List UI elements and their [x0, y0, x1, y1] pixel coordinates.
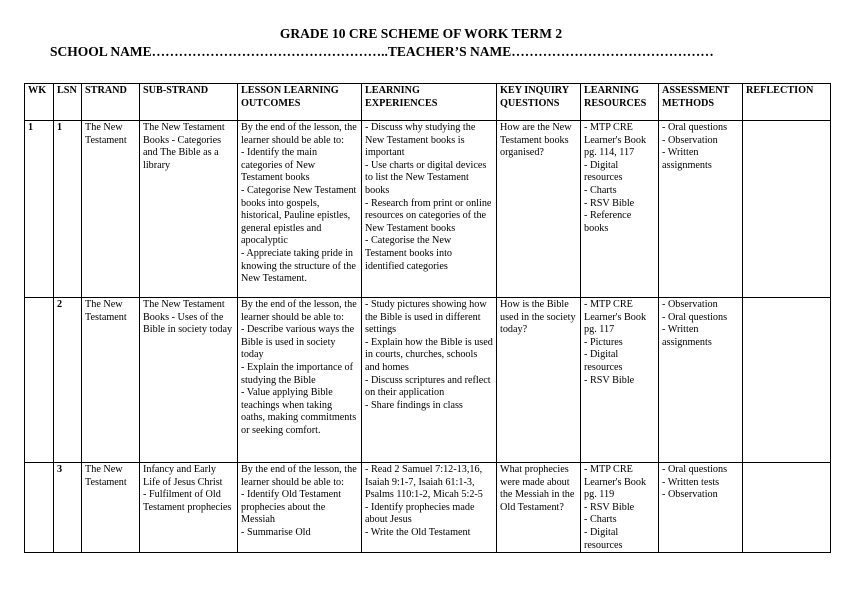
table-row [25, 298, 831, 463]
document-title: GRADE 10 CRE SCHEME OF WORK TERM 2 [279, 26, 563, 41]
cell-line: - Discuss why studying the New Testament books is important [365, 122, 476, 159]
cell-line: - Oral questions [662, 122, 728, 133]
cell-line: - RSV Bible [584, 374, 635, 386]
cell-assessment [659, 463, 743, 553]
cell-line: - Use charts or digital devices to list the New Testament books [365, 159, 487, 196]
cell-lsn: 2 [54, 298, 82, 463]
cell-line: - RSV Bible [584, 197, 635, 209]
column-header-strand: STRAND [82, 84, 140, 121]
scheme-of-work-table [24, 83, 831, 553]
cell-line: - Summarise Old [241, 526, 311, 538]
cell-outcomes [238, 121, 362, 298]
cell-resources [581, 121, 659, 298]
cell-wk [25, 463, 54, 553]
cell-outcomes [238, 298, 362, 463]
cell-line: - Observation [662, 299, 718, 310]
cell-line: - MTP CRE Learner's Book pg. 117 [584, 299, 647, 336]
cell-sub-strand: The New Testament Books - Categories and The Bible as a library [140, 121, 238, 298]
cell-resources [581, 298, 659, 463]
column-header-lsn: LSN [54, 84, 82, 121]
column-header-reflection: REFLECTION [743, 84, 831, 121]
cell-line: - Categorise New Testament books into gospels, historical, Pauline epistles, general epistles and apocalyptic [241, 184, 357, 247]
cell-line: - Discuss scriptures and reflect on their application [365, 374, 491, 399]
cell-line: - Identify Old Testament prophecies about the Messiah [241, 489, 342, 526]
cell-line: - Write the Old Testament [365, 526, 471, 538]
cell-line: - Observation [662, 134, 718, 146]
cell-wk [25, 298, 54, 463]
column-header-resources: LEARNING RESOURCES [581, 84, 659, 121]
cell-resources [581, 463, 659, 553]
cell-line: - MTP CRE Learner's Book pg. 114, 117 [584, 122, 647, 159]
cell-line: - Written tests [662, 476, 720, 488]
cell-line: - Written assignments [662, 147, 712, 171]
cell-line: - MTP CRE Learner's Book pg. 119 [584, 464, 647, 501]
cell-line: - Pictures [584, 336, 623, 348]
cell-line: - Written assignments [662, 324, 712, 348]
table-row [25, 463, 831, 553]
cell-line: - Research from print or online resources on categories of the New Testament books [365, 197, 492, 234]
column-header-assessment: ASSESSMENT METHODS [659, 84, 743, 121]
cell-line: - Fulfilment of Old Testament prophecies [143, 489, 232, 513]
column-header-outcomes: LESSON LEARNING OUTCOMES [238, 84, 362, 121]
cell-line: - Share findings in class [365, 399, 463, 411]
cell-experiences [362, 121, 497, 298]
cell-line: - Read 2 Samuel 7:12-13,16, Isaiah 9:1-7, Isaiah 61:1-3, Psalms 110:1-2, Micah 5:2-5 [365, 464, 483, 501]
cell-line: By the end of the lesson, the learner should be able to: [241, 122, 357, 146]
cell-line: - Charts [584, 184, 617, 196]
cell-line: - Observation [662, 489, 718, 501]
column-header-sub-strand: SUB-STRAND [140, 84, 238, 121]
cell-line: - Appreciate taking pride in knowing the structure of the New Testament. [241, 247, 356, 285]
cell-line: - Digital resources [584, 159, 623, 184]
cell-experiences [362, 298, 497, 463]
cell-sub-strand [140, 463, 238, 553]
cell-reflection [743, 463, 831, 553]
cell-wk: 1 [25, 121, 54, 298]
cell-outcomes [238, 463, 362, 553]
cell-reflection [743, 121, 831, 298]
cell-inquiry-questions: What prophecies were made about the Messiah in the Old Testament? [497, 463, 581, 553]
cell-line: By the end of the lesson, the learner should be able to: [241, 299, 357, 323]
cell-line: - Reference books [584, 210, 632, 234]
cell-assessment [659, 298, 743, 463]
table-row [25, 121, 831, 298]
cell-line: - Oral questions [662, 311, 728, 323]
cell-line: - Identify prophecies made about Jesus [365, 501, 475, 526]
school-teacher-line: SCHOOL NAME……………………………………………..TEACHER’S NAME……………………………………… [50, 44, 714, 59]
cell-line: - RSV Bible [584, 501, 635, 513]
cell-line: By the end of the lesson, the learner should be able to: [241, 464, 357, 488]
cell-line: - Explain the importance of studying the Bible [241, 361, 354, 386]
cell-lsn: 1 [54, 121, 82, 298]
cell-strand: The New Testament [82, 298, 140, 463]
cell-line: - Digital resources [584, 349, 623, 373]
cell-line: - Study pictures showing how the Bible is used in different settings [365, 299, 487, 336]
column-header-inquiry-questions: KEY INQUIRY QUESTIONS [497, 84, 581, 121]
cell-inquiry-questions: How are the New Testament books organised? [497, 121, 581, 298]
cell-line: Infancy and Early Life of Jesus Christ [143, 464, 223, 488]
cell-line: - Charts [584, 514, 617, 526]
cell-line: - Categorise the New Testament books into identified categories [365, 235, 453, 272]
cell-inquiry-questions: How is the Bible used in the society today? [497, 298, 581, 463]
column-header-wk: WK [25, 84, 54, 121]
cell-line: - Value applying Bible teachings when taking oaths, making commitments or seeking comfort. [241, 387, 357, 436]
cell-line: - Explain how the Bible is used in courts, churches, schools and homes [365, 336, 493, 373]
cell-experiences [362, 463, 497, 553]
cell-line: - Oral questions [662, 464, 728, 475]
cell-reflection [743, 298, 831, 463]
cell-line: - Describe various ways the Bible is used in society today [241, 324, 355, 361]
cell-line: - Identify the main categories of New Testament books [241, 147, 318, 184]
cell-line: - Digital resources [584, 526, 623, 551]
cell-strand: The New Testament [82, 463, 140, 553]
cell-assessment [659, 121, 743, 298]
cell-lsn: 3 [54, 463, 82, 553]
cell-sub-strand: The New Testament Books - Uses of the Bible in society today [140, 298, 238, 463]
cell-strand: The New Testament [82, 121, 140, 298]
table-header-row [25, 84, 831, 121]
column-header-experiences: LEARNING EXPERIENCES [362, 84, 497, 121]
